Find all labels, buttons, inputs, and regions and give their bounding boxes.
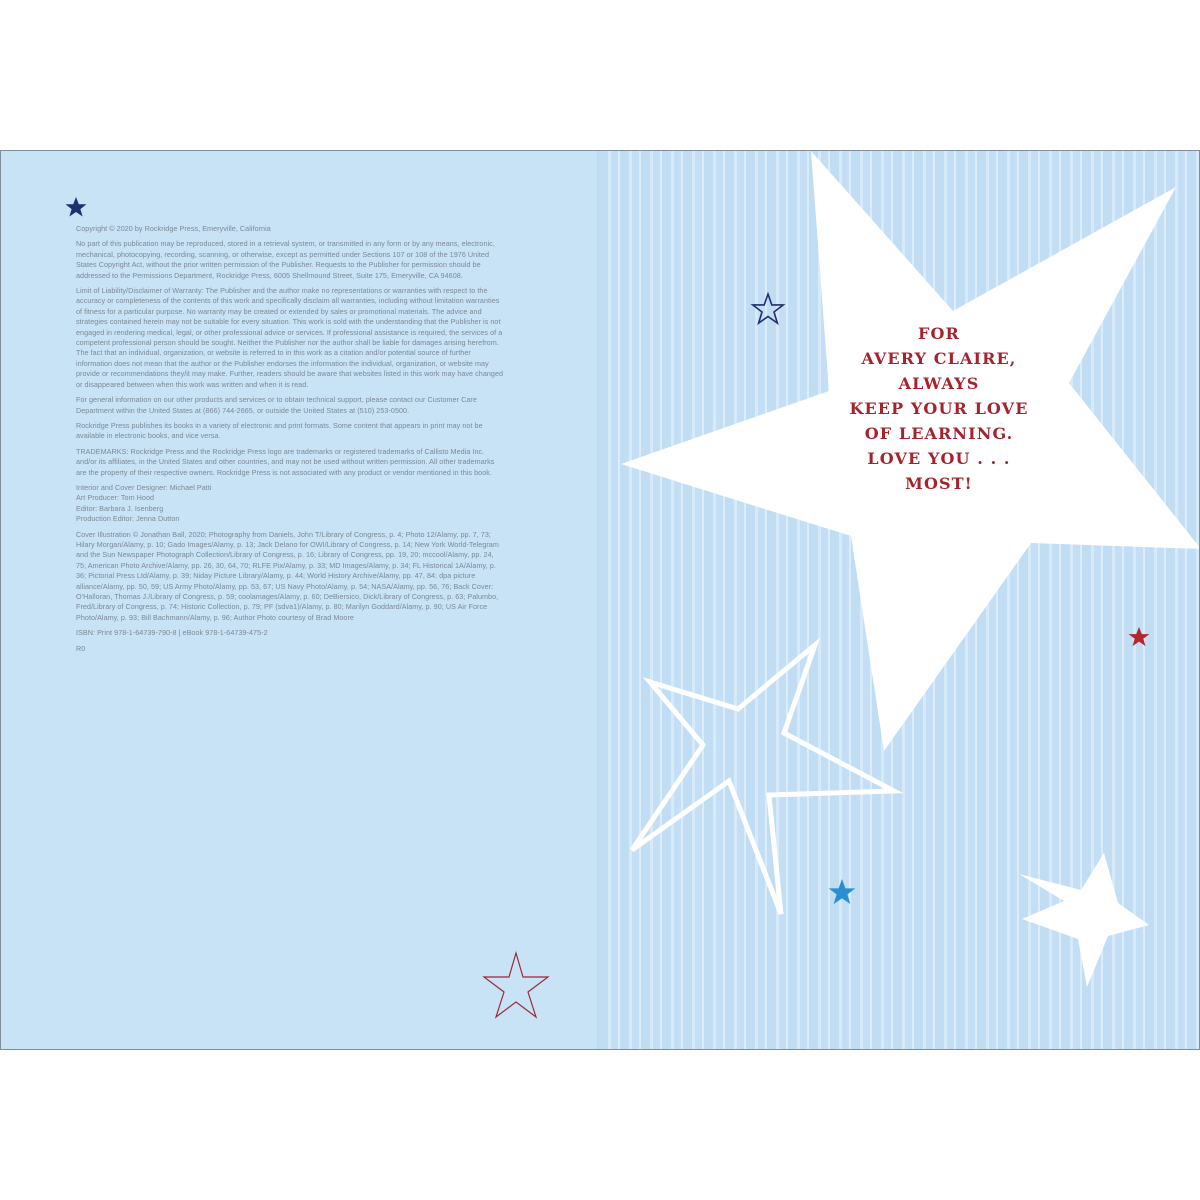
- trademarks-paragraph: TRADEMARKS: Rockridge Press and the Rockridge Press logo are trademarks or registered trademarks of Callisto Media Inc. and/or its affiliates, in the United States and other countries, and may not be used without written permission. All other trademarks are the property of their respective owners. Rockridge Press is not associated with any product or vendor mentioned in this book.: [76, 446, 495, 477]
- dedication-line: AVERY CLAIRE,: [861, 349, 1017, 368]
- white-outline-star-icon: [632, 645, 894, 914]
- dedication-text: [819, 321, 1059, 496]
- navy-filled-star-icon: [66, 197, 87, 217]
- dedication-line: ALWAYS: [898, 374, 980, 393]
- illustration-credits: Cover Illustration © Jonathan Ball, 2020; Photography from Daniels, John T/Library of Congress, p. 4; Photo 12/Alamy, pp. 7, 73; Hilary Morgan/Alamy, p. 10; Gado Images/Alamy, p. 13; Jack Delano for OWI/Library of Congress, p. 14; New York World-Telegram and the Sun Newspaper Photograph Collection/Library of Congress, p. 16; Library of Congress, pp. 19, 20; mccool/Alamy, pp. 24, 75; American Photo Archive/Alamy, pp. 26, 30, 64, 70; RLFE Pix/Alamy, p. 33; MD Images/Alamy, p. 34; FL Historical 1A/Alamy, p. 36; Pictorial Press Ltd/Alamy, p. 39; Niday Picture Library/Alamy, p. 44; World History Archive/Alamy, pp. 47, 84; dpa picture alliance/Alamy, pp. 50, 59; US Army Photo/Alamy, pp. 53, 67; US Navy Photo/Alamy, p. 54; NASA/Alamy, pp. 56, 76; Back Cover: O'Halloran, Thomas J./Library of Congress, p. 59; coolamages/Alamy, p. 60; DeBiersico, Dick/Library of Congress, p. 63; Palumbo, Fred/Library of Congress, p. 74; Historic Collection, p. 79; PF (sdva1)/Alamy, p. 80; Marilyn Goddard/Alamy, p. 90; US Air Force Photo/Alamy, p. 93; Bill Bachmann/Alamy, p. 96; Author Photo courtesy of Brad Moore: [76, 529, 499, 622]
- dedication-line: KEEP YOUR LOVE: [849, 399, 1029, 418]
- blue-filled-star-icon: [829, 879, 856, 904]
- copyright-notice: Copyright © 2020 by Rockridge Press, Emeryville, California: [76, 224, 271, 233]
- formats-paragraph: Rockridge Press publishes its books in a variety of electronic and print formats. Some content that appears in print may not be available in electronic books, and vice versa.: [76, 420, 483, 441]
- navy-outline-star-icon: [753, 294, 783, 323]
- rights-paragraph: No part of this publication may be reproduced, stored in a retrieval system, or transmitted in any form or by any means, electronic, mechanical, photocopying, recording, scanning, or otherwise, except as permitted under Sections 107 or 108 of the 1976 United States Copyright Act, without the prior written permission of the Publisher. Requests to the Publisher for permission should be addressed to the Permissions Department, Rockridge Press, 6005 Shellmound Street, Suite 175, Emeryville, CA 94608.: [76, 239, 495, 280]
- dedication-line: OF LEARNING.: [864, 424, 1014, 443]
- dedication-line: FOR: [918, 324, 960, 343]
- credit-designer: Interior and Cover Designer: Michael Patti: [76, 482, 212, 492]
- star-decorations: [1, 151, 1199, 1049]
- red-outline-star-icon: [484, 953, 548, 1017]
- general-info-paragraph: For general information on our other products and services or to obtain technical support, please contact our Customer Care Department within the United States at (866) 744-2665, or outside the United States at (510) 253-0500.: [76, 395, 477, 415]
- disclaimer-paragraph: Limit of Liability/Disclaimer of Warranty: The Publisher and the author make no representations or warranties with respect to the accuracy or completeness of the contents of this work and specifically disclaim all warranties, including without limitation warranties of fitness for a particular purpose. No warranty may be created or extended by sales or promotional materials. The advice and strategies contained herein may not be suitable for every situation. This work is sold with the understanding that the Publisher is not engaged in rendering medical, legal, or other professional advice or services. If professional assistance is required, the services of a competent professional person should be sought. Neither the Publisher nor the author shall be liable for damages arising herefrom. The fact that an individual, organization, or website is referred to in this work as a citation and/or potential source of further information does not mean that the author or the Publisher endorses the information the individual, organization, or website may provide or recommendations they/it may make. Further, readers should be aware that websites listed in this work may have changed or disappeared between when this work was written and when it is read.: [76, 286, 504, 389]
- dedication-line: LOVE YOU . . .: [867, 449, 1011, 468]
- credit-production-editor: Production Editor: Jenna Dutton: [76, 514, 180, 524]
- book-spread: [0, 150, 1200, 1050]
- red-filled-star-icon: [1129, 627, 1150, 646]
- credit-editor: Editor: Barbara J. Isenberg: [76, 503, 164, 513]
- credit-art-producer: Art Producer: Tom Hood: [76, 493, 155, 503]
- dedication-line: MOST!: [905, 474, 973, 493]
- isbn-line: ISBN: Print 978-1-64739-790-8 | eBook 978-1-64739-475-2: [76, 628, 268, 638]
- printing-code: R0: [76, 643, 86, 653]
- small-white-star-icon: [1019, 853, 1149, 987]
